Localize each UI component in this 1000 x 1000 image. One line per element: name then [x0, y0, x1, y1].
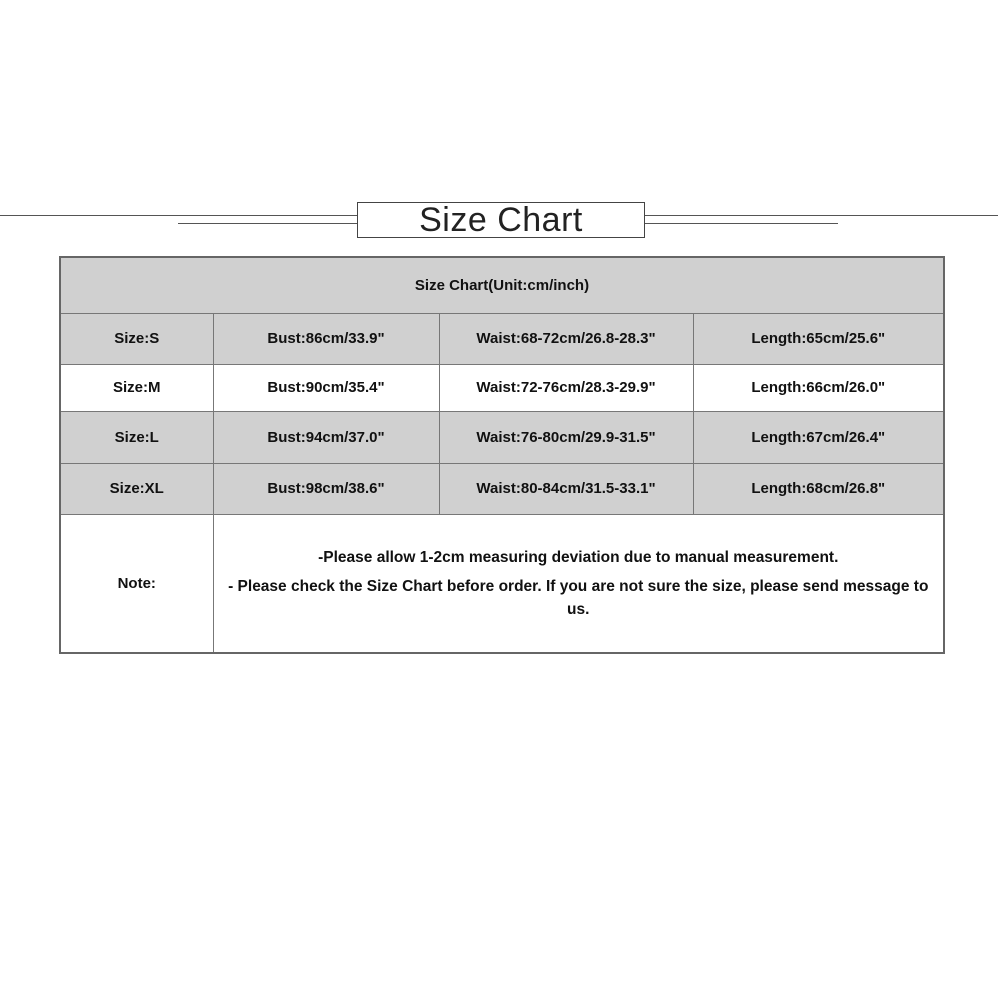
table-row [60, 463, 944, 514]
table-header: Size Chart(Unit:cm/inch) [60, 257, 944, 313]
size-cell: Size:M [60, 364, 213, 411]
page-title: Size Chart [357, 202, 645, 238]
bust-cell: Bust:90cm/35.4" [213, 364, 439, 411]
size-chart-table [59, 256, 945, 654]
size-cell: Size:L [60, 411, 213, 463]
waist-cell: Waist:72-76cm/28.3-29.9" [439, 364, 693, 411]
table-row [60, 364, 944, 411]
waist-cell: Waist:80-84cm/31.5-33.1" [439, 463, 693, 514]
table-header-row [60, 257, 944, 313]
waist-cell: Waist:68-72cm/26.8-28.3" [439, 313, 693, 364]
bust-cell: Bust:86cm/33.9" [213, 313, 439, 364]
right-accent-line [645, 223, 838, 224]
table-row [60, 313, 944, 364]
note-line: -Please allow 1-2cm measuring deviation due to manual measurement. [318, 548, 839, 566]
length-cell: Length:65cm/25.6" [693, 313, 944, 364]
waist-cell: Waist:76-80cm/29.9-31.5" [439, 411, 693, 463]
note-row [60, 514, 944, 653]
note-line: - Please check the Size Chart before order. If you are not sure the size, please send message to us. [228, 577, 929, 618]
length-cell: Length:67cm/26.4" [693, 411, 944, 463]
size-cell: Size:XL [60, 463, 213, 514]
left-accent-line [178, 223, 358, 224]
table-row [60, 411, 944, 463]
length-cell: Length:66cm/26.0" [693, 364, 944, 411]
note-content [213, 514, 944, 653]
length-cell: Length:68cm/26.8" [693, 463, 944, 514]
size-cell: Size:S [60, 313, 213, 364]
note-label: Note: [60, 514, 213, 653]
bust-cell: Bust:94cm/37.0" [213, 411, 439, 463]
bust-cell: Bust:98cm/38.6" [213, 463, 439, 514]
